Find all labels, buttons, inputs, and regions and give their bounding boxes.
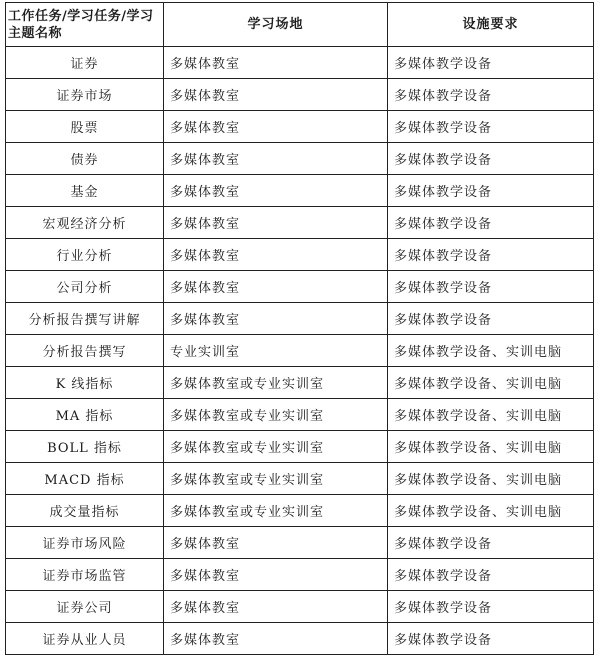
- cell-venue: 多媒体教室: [164, 79, 388, 111]
- table-row: [6, 303, 594, 335]
- cell-task-name: 证券: [6, 47, 164, 79]
- cell-equipment: 多媒体教学设备、实训电脑: [388, 495, 594, 527]
- cell-equipment: 多媒体教学设备、实训电脑: [388, 335, 594, 367]
- cell-equipment: 多媒体教学设备: [388, 239, 594, 271]
- table-row: [6, 239, 594, 271]
- cell-task-name: 证券从业人员: [6, 623, 164, 655]
- table-row: [6, 335, 594, 367]
- table-row: [6, 623, 594, 655]
- cell-task-name: BOLL 指标: [6, 431, 164, 463]
- table-row: [6, 559, 594, 591]
- cell-equipment: 多媒体教学设备: [388, 623, 594, 655]
- cell-task-name: 行业分析: [6, 239, 164, 271]
- cell-equipment: 多媒体教学设备: [388, 303, 594, 335]
- cell-task-name: 证券公司: [6, 591, 164, 623]
- cell-task-name: 分析报告撰写: [6, 335, 164, 367]
- cell-venue: 多媒体教室: [164, 527, 388, 559]
- cell-equipment: 多媒体教学设备: [388, 591, 594, 623]
- cell-task-name: 分析报告撰写讲解: [6, 303, 164, 335]
- cell-venue: 多媒体教室或专业实训室: [164, 399, 388, 431]
- cell-task-name: 股票: [6, 111, 164, 143]
- cell-equipment: 多媒体教学设备、实训电脑: [388, 367, 594, 399]
- cell-task-name: 证券市场监管: [6, 559, 164, 591]
- cell-venue: 多媒体教室: [164, 591, 388, 623]
- cell-venue: 多媒体教室或专业实训室: [164, 431, 388, 463]
- cell-equipment: 多媒体教学设备: [388, 559, 594, 591]
- table-row: [6, 143, 594, 175]
- cell-equipment: 多媒体教学设备: [388, 271, 594, 303]
- cell-venue: 多媒体教室: [164, 143, 388, 175]
- table-row: [6, 111, 594, 143]
- cell-venue: 多媒体教室: [164, 559, 388, 591]
- cell-venue: 多媒体教室或专业实训室: [164, 463, 388, 495]
- table-row: [6, 271, 594, 303]
- cell-venue: 多媒体教室: [164, 271, 388, 303]
- cell-venue: 多媒体教室: [164, 623, 388, 655]
- cell-venue: 多媒体教室: [164, 111, 388, 143]
- cell-equipment: 多媒体教学设备、实训电脑: [388, 399, 594, 431]
- course-venue-table-container: [5, 2, 593, 655]
- cell-equipment: 多媒体教学设备: [388, 527, 594, 559]
- cell-equipment: 多媒体教学设备: [388, 47, 594, 79]
- cell-venue: 多媒体教室: [164, 303, 388, 335]
- table-row: [6, 463, 594, 495]
- table-row: [6, 79, 594, 111]
- course-venue-table: [5, 2, 594, 655]
- table-row: [6, 495, 594, 527]
- cell-equipment: 多媒体教学设备: [388, 175, 594, 207]
- cell-task-name: 公司分析: [6, 271, 164, 303]
- header-venue: 学习场地: [164, 3, 388, 47]
- cell-task-name: 证券市场风险: [6, 527, 164, 559]
- table-row: [6, 47, 594, 79]
- cell-task-name: 债券: [6, 143, 164, 175]
- cell-venue: 专业实训室: [164, 335, 388, 367]
- cell-equipment: 多媒体教学设备、实训电脑: [388, 431, 594, 463]
- cell-equipment: 多媒体教学设备: [388, 143, 594, 175]
- cell-equipment: 多媒体教学设备、实训电脑: [388, 463, 594, 495]
- table-row: [6, 399, 594, 431]
- header-task-name: 工作任务/学习任务/学习主题名称: [6, 3, 164, 47]
- cell-task-name: 成交量指标: [6, 495, 164, 527]
- header-equipment: 设施要求: [388, 3, 594, 47]
- cell-equipment: 多媒体教学设备: [388, 111, 594, 143]
- cell-venue: 多媒体教室: [164, 207, 388, 239]
- table-row: [6, 431, 594, 463]
- cell-venue: 多媒体教室或专业实训室: [164, 367, 388, 399]
- cell-venue: 多媒体教室: [164, 47, 388, 79]
- cell-equipment: 多媒体教学设备: [388, 207, 594, 239]
- cell-task-name: MA 指标: [6, 399, 164, 431]
- cell-task-name: MACD 指标: [6, 463, 164, 495]
- table-row: [6, 367, 594, 399]
- table-row: [6, 527, 594, 559]
- table-row: [6, 207, 594, 239]
- table-row: [6, 175, 594, 207]
- table-body: [6, 47, 594, 655]
- cell-equipment: 多媒体教学设备: [388, 79, 594, 111]
- cell-venue: 多媒体教室: [164, 175, 388, 207]
- cell-venue: 多媒体教室或专业实训室: [164, 495, 388, 527]
- cell-task-name: K 线指标: [6, 367, 164, 399]
- cell-task-name: 宏观经济分析: [6, 207, 164, 239]
- table-row: [6, 591, 594, 623]
- cell-venue: 多媒体教室: [164, 239, 388, 271]
- cell-task-name: 基金: [6, 175, 164, 207]
- header-row: [6, 3, 594, 47]
- cell-task-name: 证券市场: [6, 79, 164, 111]
- table-header: [6, 3, 594, 47]
